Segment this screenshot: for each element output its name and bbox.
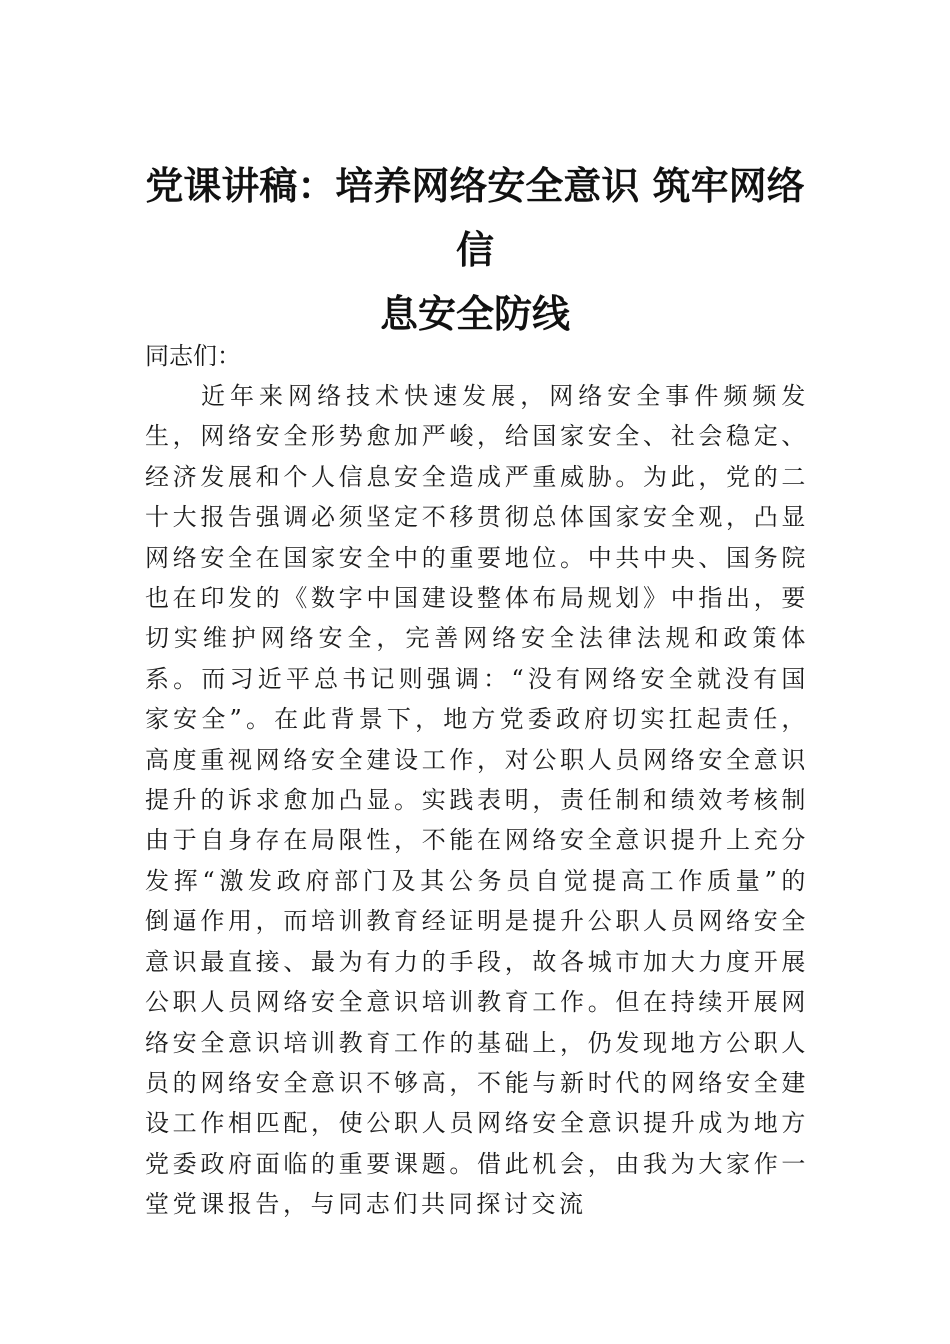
salutation: 同志们： bbox=[145, 342, 241, 370]
body-paragraph: 近年来网络技术快速发展，网络安全事件频频发生，网络安全形势愈加严峻，给国家安全、社会稳定、经济发展和个人信息安全造成严重威胁。为此，党的二十大报告强调必须坚定不移贯彻总体国家安全观，凸显网络安全在国家安全中的重要地位。中共中央、国务院也在印发的《数字中国建设整体布局规划》中指出，要切实维护网络安全，完善网络安全法律法规和政策体系。而习近平总书记则强调：“没有网络安全就没有国家安全”。在此背景下，地方党委政府切实扛起责任，高度重视网络安全建设工作，对公职人员网络安全意识提升的诉求愈加凸显。实践表明，责任制和绩效考核制由于自身存在局限性，不能在网络安全意识提升上充分发挥“激发政府部门及其公务员自觉提高工作质量”的倒逼作用，而培训教育经证明是提升公职人员网络安全意识最直接、最为有力的手段，故各城市加大力度开展公职人员网络安全意识培训教育工作。但在持续开展网络安全意识培训教育工作的基础上，仍发现地方公职人员的网络安全意识不够高，不能与新时代的网络安全建设工作相匹配，使公职人员网络安全意识提升成为地方党委政府面临的重要课题。借此机会，由我为大家作一堂党课报告，与同志们共同探讨交流 bbox=[145, 382, 809, 1219]
document-title bbox=[145, 154, 805, 346]
title-line-2: 息安全防线 bbox=[379, 291, 570, 336]
title-line-1: 党课讲稿：培养网络安全意识 筑牢网络信 bbox=[145, 163, 805, 272]
